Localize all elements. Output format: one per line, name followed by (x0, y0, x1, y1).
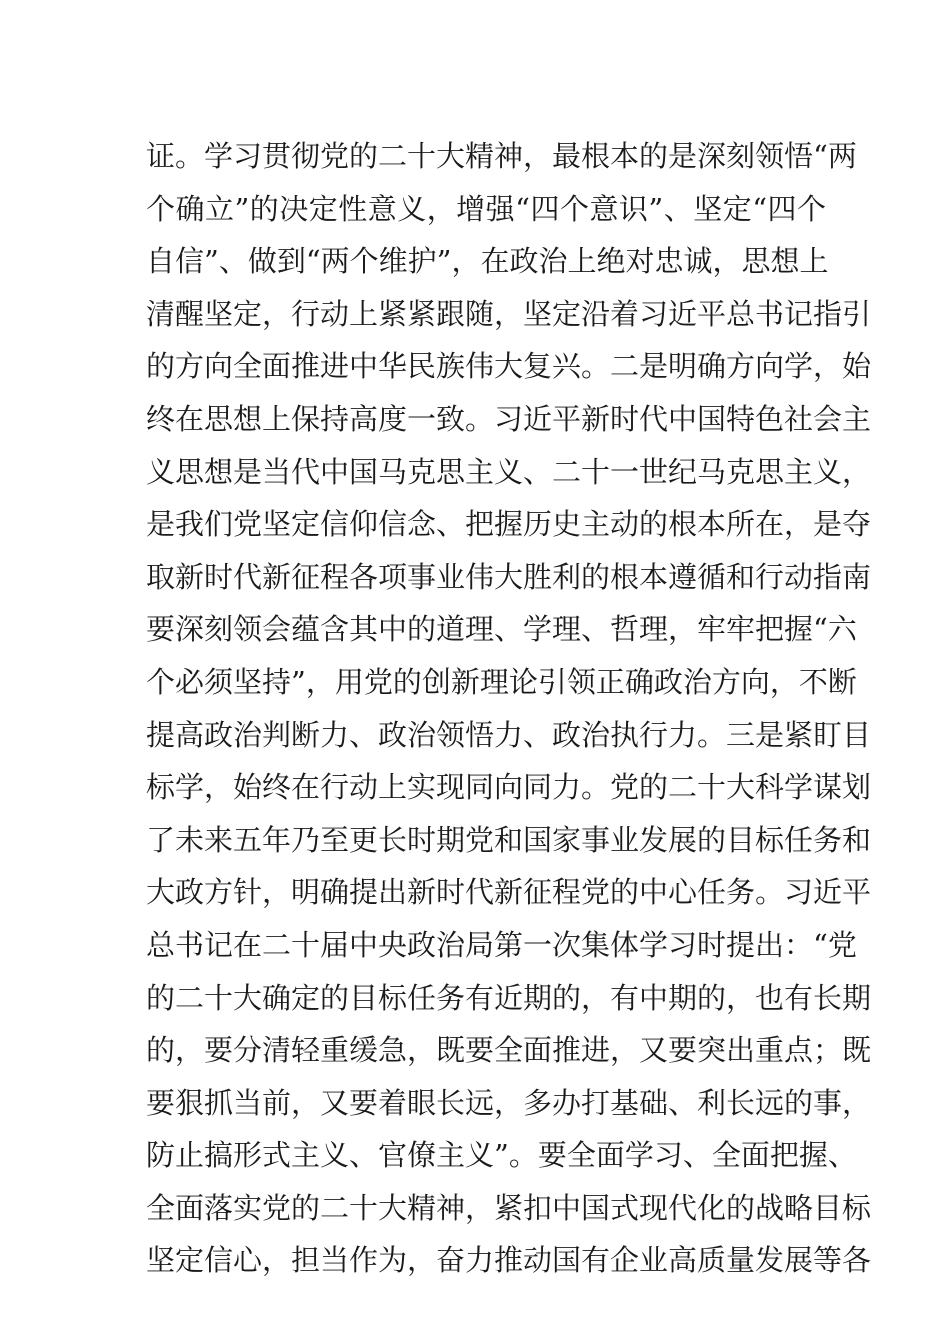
text-line: 的方向全面推进中华民族伟大复兴。二是明确方向学，始 (146, 349, 872, 384)
text-line: 防止搞形式主义、官僚主义”。要全面学习、全面把握、 (146, 1138, 857, 1173)
text-line: 要狠抓当前，又要着眼长远，多办打基础、利长远的事， (146, 1085, 872, 1120)
text-line: 取新时代新征程各项事业伟大胜利的根本遵循和行动指南 (146, 559, 872, 594)
text-line: 全面落实党的二十大精神，紧扣中国式现代化的战略目标 (146, 1190, 872, 1225)
text-line: 义思想是当代中国马克思主义、二十一世纪马克思主义， (146, 454, 872, 489)
text-line: 个必须坚持”，用党的创新理论引领正确政治方向，不断 (146, 664, 857, 699)
text-line: 总书记在二十届中央政治局第一次集体学习时提出：“党 (146, 927, 857, 962)
text-line: 的，要分清轻重缓急，既要全面推进，又要突出重点；既 (146, 1033, 872, 1068)
text-line: 终在思想上保持高度一致。习近平新时代中国特色社会主 (146, 401, 872, 436)
text-line: 坚定信心，担当作为，奋力推动国有企业高质量发展等各 (146, 1243, 872, 1278)
text-line: 清醒坚定，行动上紧紧跟随，坚定沿着习近平总书记指引 (146, 296, 872, 331)
text-line: 证。学习贯彻党的二十大精神，最根本的是深刻领悟“两 (146, 139, 857, 173)
text-line: 自信”、做到“两个维护”，在政治上绝对忠诚，思想上 (146, 244, 829, 279)
text-line: 的二十大确定的目标任务有近期的，有中期的，也有长期 (146, 980, 872, 1015)
text-line: 个确立”的决定性意义，增强“四个意识”、坚定“四个 (146, 191, 826, 226)
text-line: 提高政治判断力、政治领悟力、政治执行力。三是紧盯目 (146, 717, 872, 752)
text-line: 大政方针，明确提出新时代新征程党的中心任务。习近平 (146, 875, 872, 910)
text-line: 要深刻领会蕴含其中的道理、学理、哲理，牢牢把握“六 (146, 612, 857, 647)
text-line: 了未来五年乃至更长时期党和国家事业发展的目标任务和 (146, 822, 872, 857)
text-line: 是我们党坚定信仰信念、把握历史主动的根本所在，是夺 (146, 507, 872, 542)
body-text (146, 130, 872, 1287)
text-line: 标学，始终在行动上实现同向同力。党的二十大科学谋划 (146, 770, 872, 805)
